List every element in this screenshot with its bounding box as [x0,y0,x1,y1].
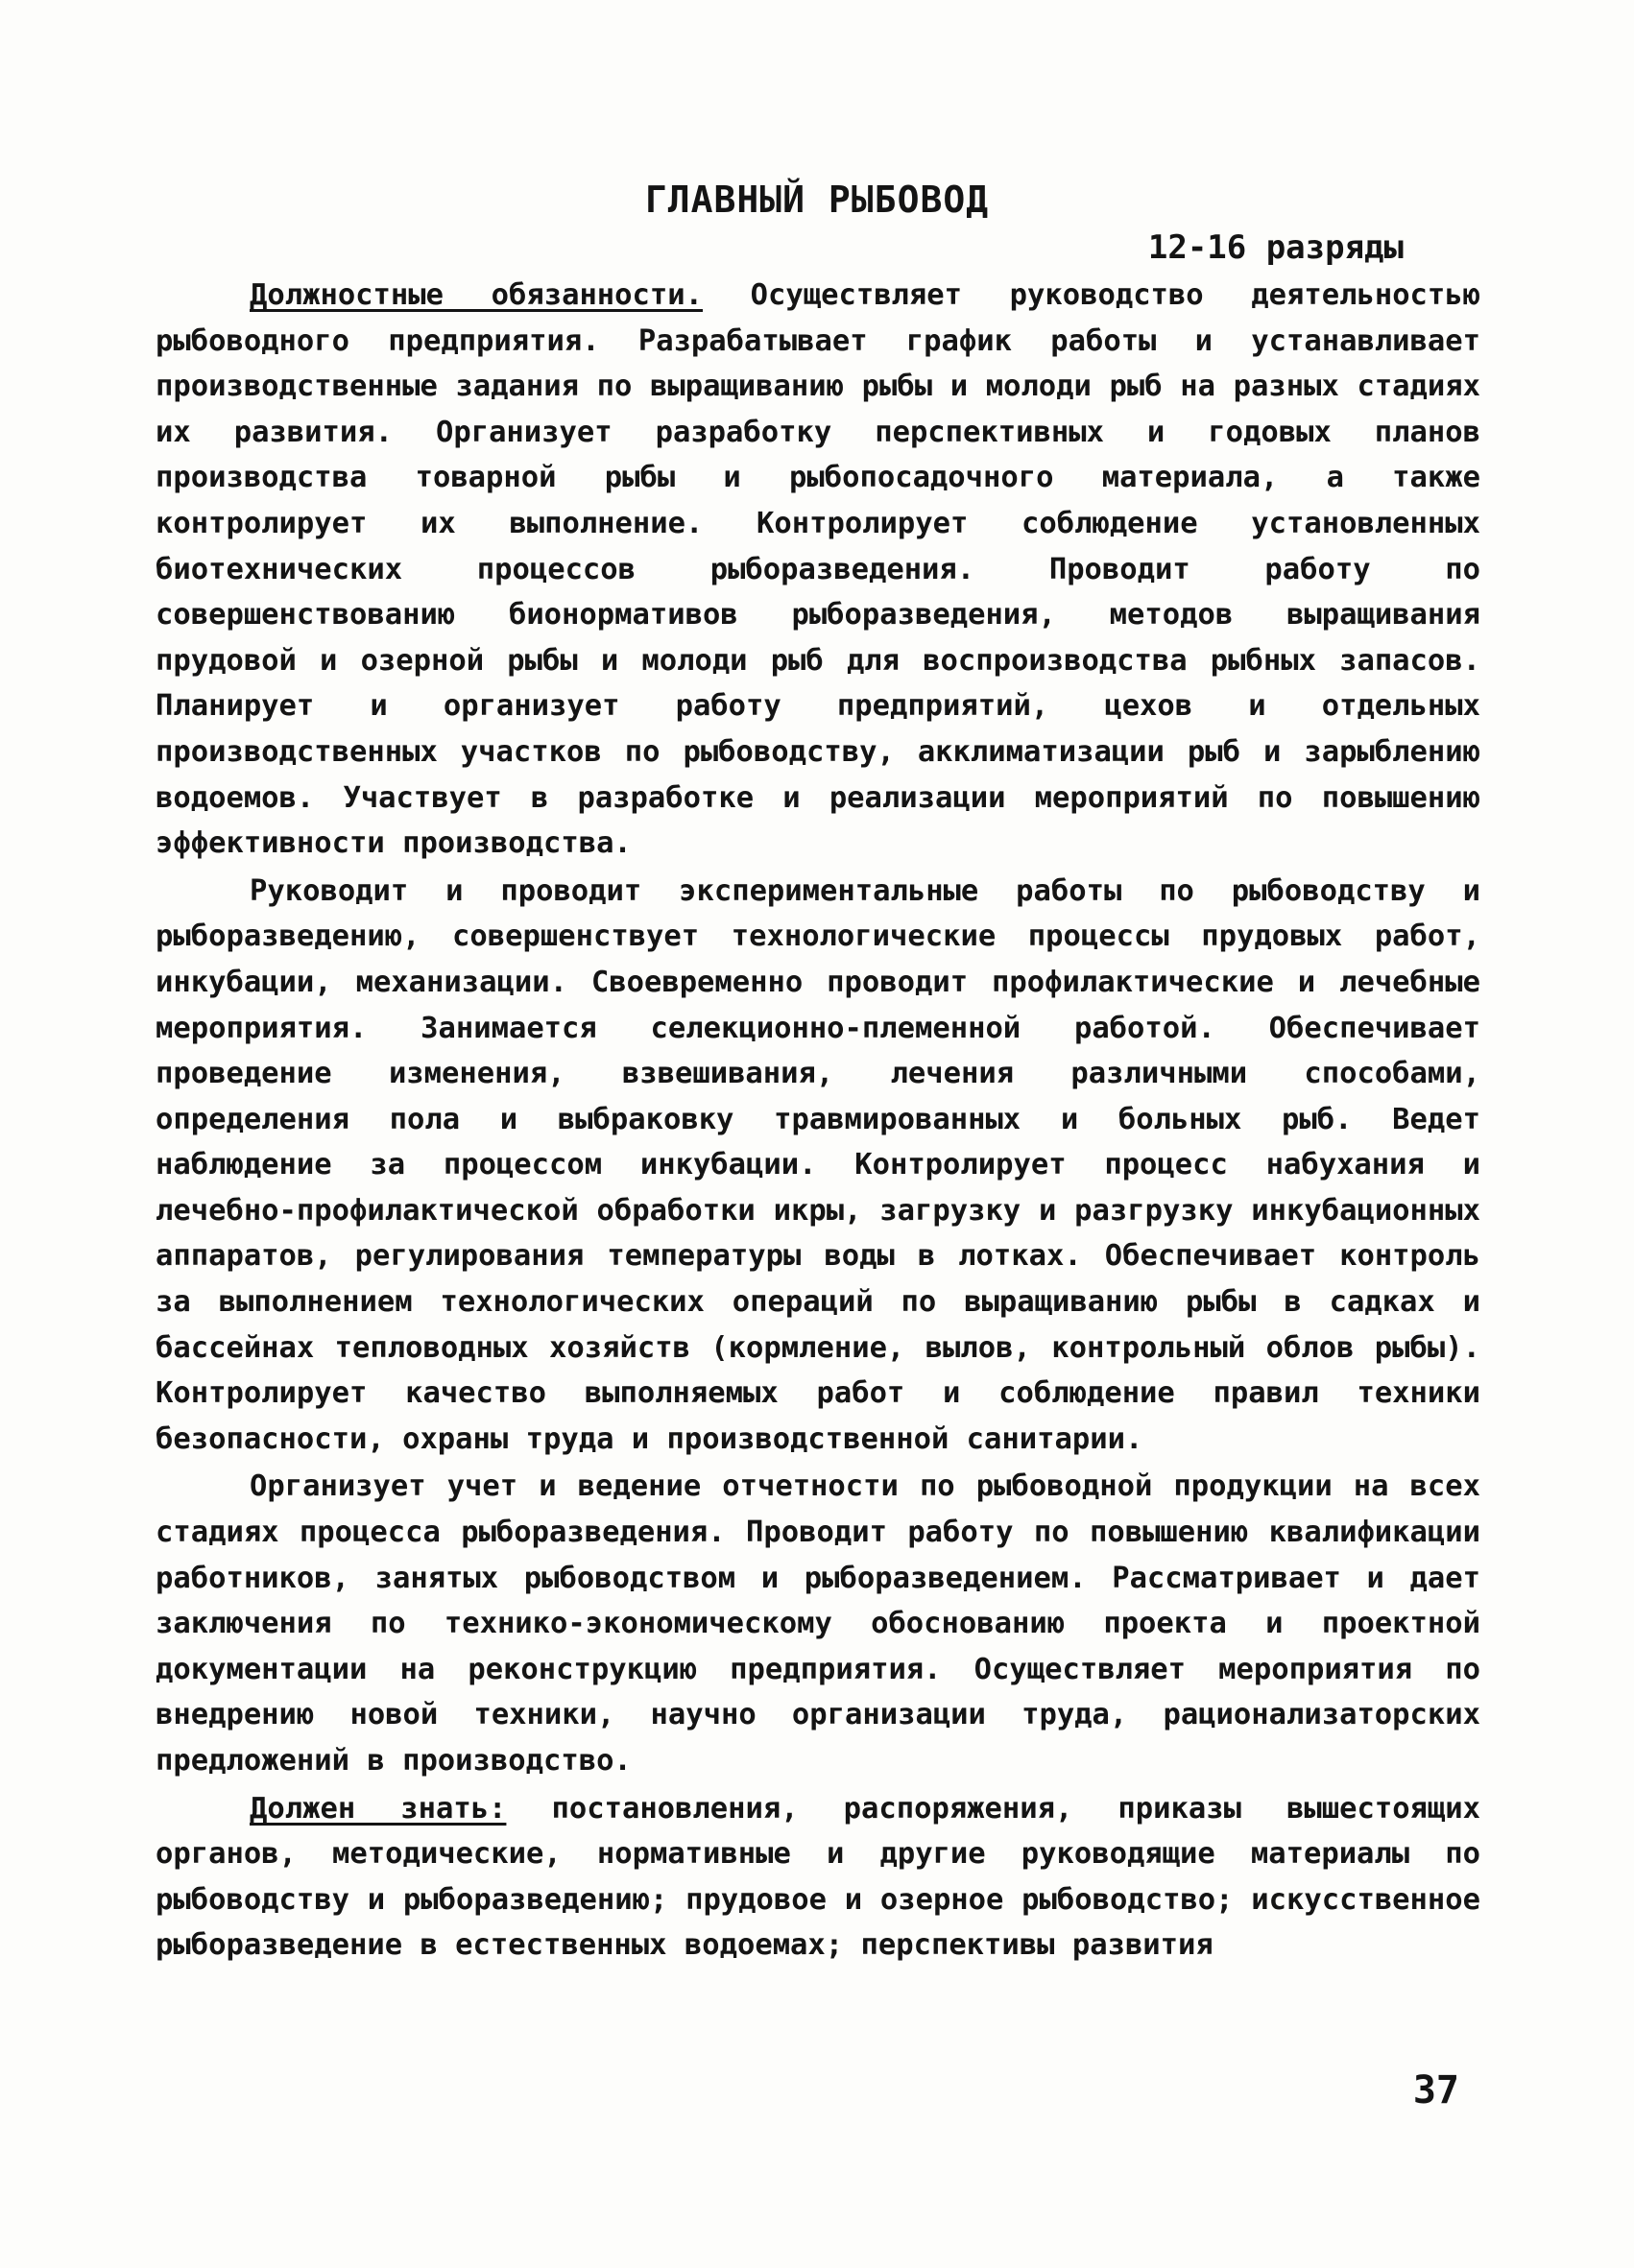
duties-heading: Должностные обязанности. [250,278,703,312]
page-number: 37 [1412,2068,1459,2113]
duties-text: Осуществляет руководство деятельностью рыбоводного предприятия. Разрабатывает график работы и устанавливает производственные задания по выращиванию рыбы и молоди рыб на разных стадиях их развития. Организует разработку перспективных и годовых планов производства товарной рыбы и рыбопосадочного материала, а также контролирует их выполнение. Контролирует соблюдение установленных биотехнических процессов рыборазведения. Проводит работу по совершенствованию бионормативов рыборазведения, методов выращивания прудовой и озерной рыбы и молоди рыб для воспроизводства рыбных запасов. Планирует и организует работу предприятий, цехов и отдельных производственных участков по рыбоводству, акклиматизации рыб и зарыблению водоемов. Участвует в разработке и реализации мероприятий по повышению эффективности производства. [156,278,1481,861]
second-paragraph-text: Руководит и проводит экспериментальные работы по рыбоводству и рыборазведению, совершенствует технологические процессы прудовых работ, инкубации, механизации. Своевременно проводит профилактические и лечебные мероприятия. Занимается селекционно-племенной работой. Обеспечивает проведение изменения, взвешивания, лечения различными способами, определения пола и выбраковку травмированных и больных рыб. Ведет наблюдение за процессом инкубации. Контролирует процесс набухания и лечебно-профилактической обработки икры, загрузку и разгрузку инкубационных аппаратов, регулирования температуры воды в лотках. Обеспечивает контроль за выполнением технологических операций по выращиванию рыбы в садках и бассейнах тепловодных хозяйств (кормление, вылов, контрольный облов рыбы). Контролирует качество выполняемых работ и соблюдение правил техники безопасности, охраны труда и производственной санитарии. [156,873,1480,1456]
page-title: ГЛАВНЫЙ РЫБОВОД [644,179,990,221]
grade-range: 12-16 разряды [1147,228,1404,267]
knowledge-text: постановления, распоряжения, приказы вышестоящих органов, методические, нормативные и другие руководящие материалы по рыбоводству и рыборазведению; прудовое и озерное рыбоводство; искусственное рыборазведение в естественных водоемах; перспективы развития [156,1791,1481,1963]
third-paragraph [156,1464,1480,1783]
second-paragraph [156,869,1480,1463]
document-body [156,273,1480,1969]
knowledge-paragraph [156,1786,1480,1969]
knowledge-heading: Должен знать: [250,1791,507,1826]
duties-paragraph [156,273,1480,867]
third-paragraph-text: Организует учет и ведение отчетности по рыбоводной продукции на всех стадиях процесса рыборазведения. Проводит работу по повышению квалификации работников, занятых рыбоводством и рыборазведением. Рассматривает и дает заключения по технико-экономическому обоснованию проекта и проектной документации на реконструкцию предприятия. Осуществляет мероприятия по внедрению новой техники, научно организации труда, рационализаторских предложений в производство. [156,1469,1480,1778]
